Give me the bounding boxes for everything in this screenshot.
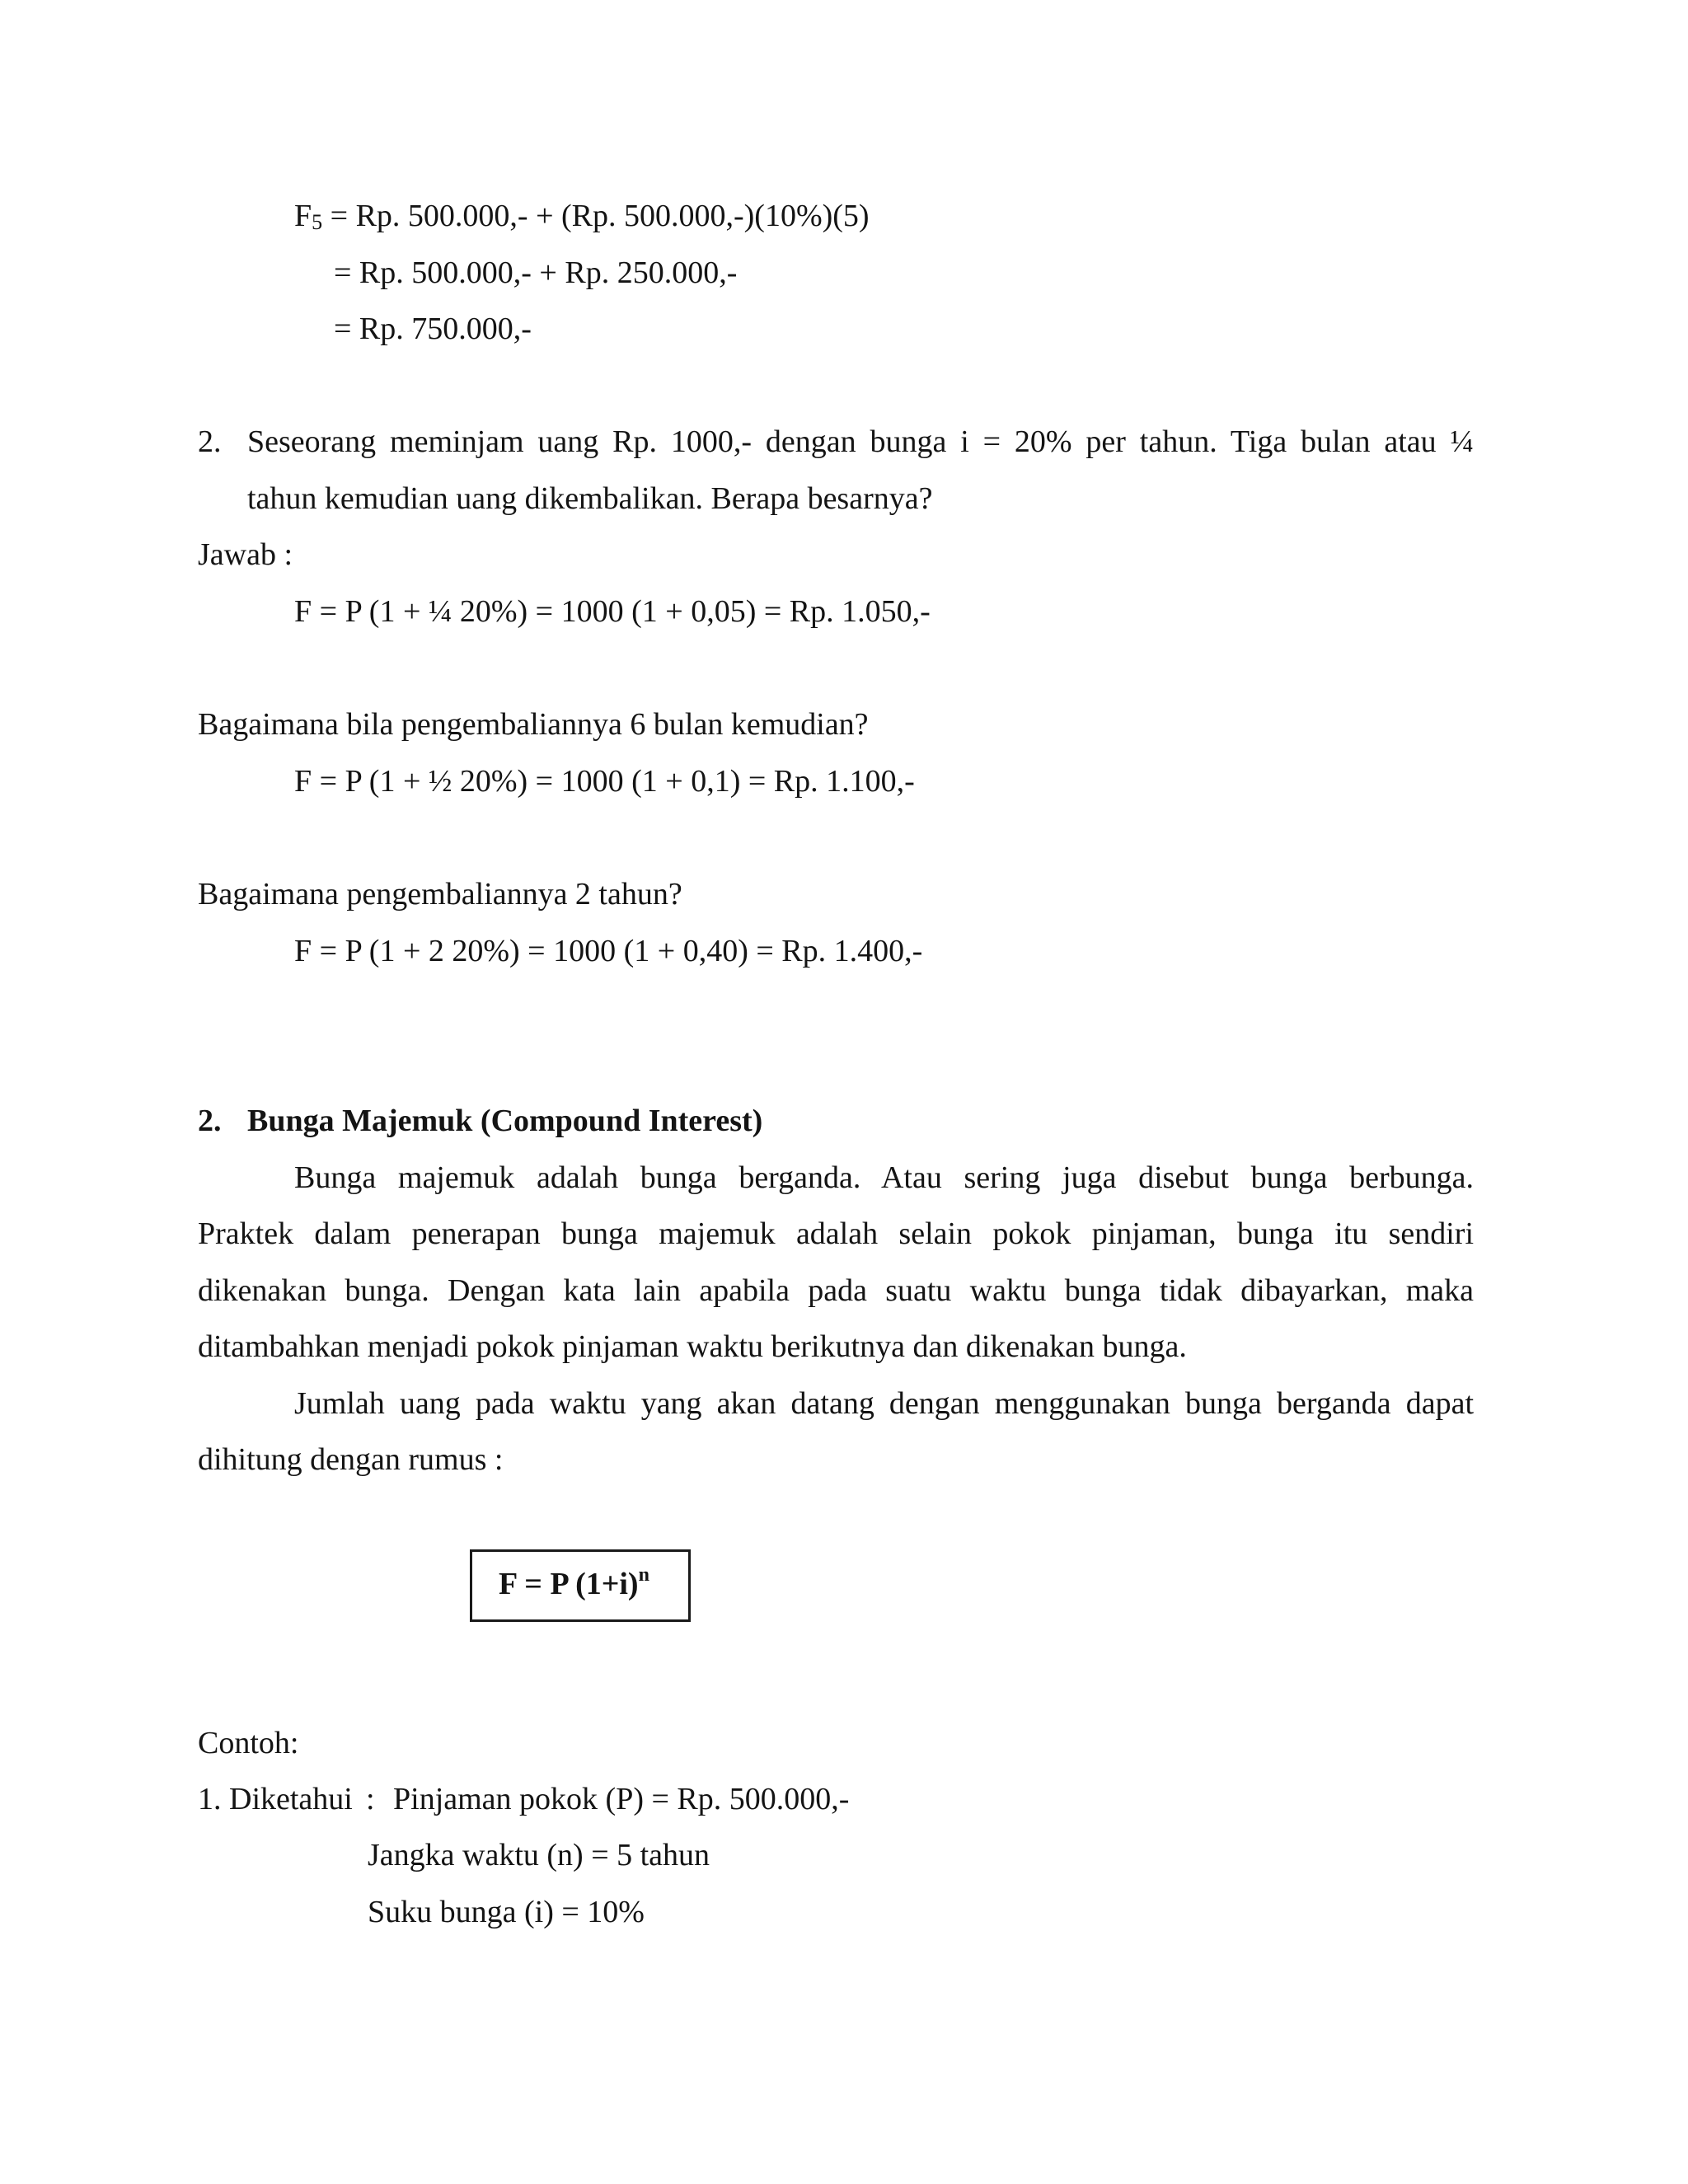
compound-interest-formula [499, 1563, 649, 1605]
para1-line3: dikenakan bunga. Dengan kata lain apabila pada suatu waktu bunga tidak dibayarkan, maka [198, 1273, 1474, 1308]
example-colon: : [366, 1782, 375, 1816]
example-item-prefix: 1. Diketahui [198, 1782, 353, 1816]
calc-f5-subscript: 5 [312, 210, 323, 234]
calc-f5-line2: = Rp. 500.000,- + Rp. 250.000,- [334, 255, 738, 290]
formula-exponent: n [638, 1564, 649, 1586]
problem2-number: 2. [198, 424, 222, 459]
example-line1: Pinjaman pokok (P) = Rp. 500.000,- [393, 1782, 850, 1816]
formula-6-months: F = P (1 + ½ 20%) = 1000 (1 + 0,1) = Rp. 1.100,- [294, 764, 915, 799]
calc-f5-lhs: F [294, 199, 312, 233]
formula-box [470, 1549, 691, 1622]
problem2-text-line2: tahun kemudian uang dikembalikan. Berapa besarnya? [247, 481, 933, 516]
answer-label: Jawab : [198, 537, 293, 572]
section-number: 2. [198, 1104, 222, 1138]
formula-2-years: F = P (1 + 2 20%) = 1000 (1 + 0,40) = Rp. 1.400,- [294, 934, 923, 968]
para2-line1: Jumlah uang pada waktu yang akan datang dengan menggunakan bunga berganda dapat [294, 1386, 1474, 1421]
calc-f5-line1 [294, 195, 870, 237]
para1-line4: ditambahkan menjadi pokok pinjaman waktu berikutnya dan dikenakan bunga. [198, 1329, 1187, 1364]
calc-f5-line3: = Rp. 750.000,- [334, 312, 532, 346]
answer-formula: F = P (1 + ¼ 20%) = 1000 (1 + 0,05) = Rp. 1.050,- [294, 594, 931, 629]
question-6-months: Bagaimana bila pengembaliannya 6 bulan kemudian? [198, 707, 869, 742]
section-heading: Bunga Majemuk (Compound Interest) [247, 1104, 763, 1138]
example-label: Contoh: [198, 1726, 299, 1760]
para2-line2: dihitung dengan rumus : [198, 1442, 504, 1477]
formula-base: F = P (1+i) [499, 1567, 639, 1601]
para1-line1: Bunga majemuk adalah bunga berganda. Atau sering juga disebut bunga berbunga. [294, 1160, 1474, 1195]
problem2-text-line1: Seseorang meminjam uang Rp. 1000,- dengan bunga i = 20% per tahun. Tiga bulan atau ¼ [247, 424, 1474, 459]
calc-f5-rhs: = Rp. 500.000,- + (Rp. 500.000,-)(10%)(5) [322, 199, 870, 233]
example-line2: Jangka waktu (n) = 5 tahun [368, 1838, 710, 1872]
question-2-years: Bagaimana pengembaliannya 2 tahun? [198, 877, 682, 912]
example-line3: Suku bunga (i) = 10% [368, 1895, 645, 1929]
para1-line2: Praktek dalam penerapan bunga majemuk adalah selain pokok pinjaman, bunga itu sendiri [198, 1216, 1474, 1251]
